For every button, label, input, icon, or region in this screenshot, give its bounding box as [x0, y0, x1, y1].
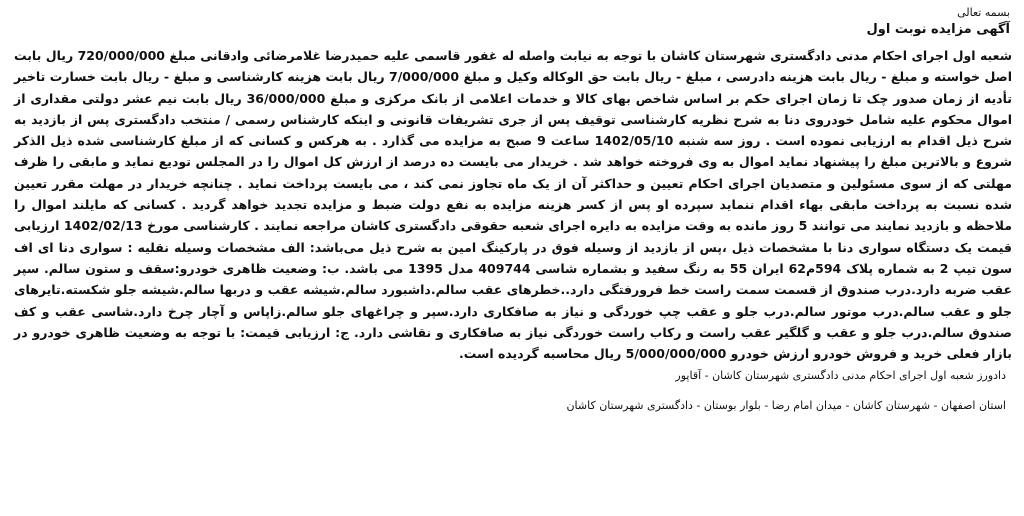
signature-line: دادورز شعبه اول اجرای احکام مدنی دادگستری شهرستان کاشان - آقاپور — [675, 369, 1006, 383]
notice-header — [8, 6, 1016, 39]
address-line: استان اصفهان - شهرستان کاشان - میدان امام رضا - بلوار بوستان - دادگستری شهرستان کاشان — [566, 399, 1006, 413]
notice-title: آگهی مزایده نوبت اول — [866, 22, 1010, 37]
notice-footer — [8, 368, 1016, 414]
notice-paragraph: شعبه اول اجرای احکام مدنی دادگستری شهرستان کاشان با توجه به نیابت واصله له غفور قاسمی علیه حمیدرضا غلامرضائی وادقانی مبلغ 720/000/000 ریال بابت اصل خواسته و مبلغ - ریال بابت هزینه دادرسی ، مبلغ - ریال بابت حق الوکاله وکیل و مبلغ 7/000/000 ریال بابت هزینه کارشناسی و مبلغ - ریال بابت خسارت تاخیر تأدیه از زمان صدور چک تا زمان اجرای حکم بر اساس شاخص بهای کالا و خدمات اعلامی از بانک مرکزی و مبلغ 36/000/000 ریال بابت نیم عشر دولتی مقداری از اموال محکوم علیه شامل خودروی دنا به شرح نظریه کارشناسی توقیف پس از جری تشریفات قانونی و اینکه کارشناس رسمی / منتخب دادگستری پس از بازدید به شرح ذیل اقدام به ارزیابی نموده است . روز سه شنبه 1402/05/10 ساعت 9 صبح به مزایده می گذارد . به هرکس و کسانی که از مبلغ کارشناسی شده ذیل الذکر شروع و بالاترین مبلغ را پیشنهاد نماید اموال به وی فروخته خواهد شد . خریدار می بایست ده درصد از ارزش کل اموال را در المجلس تودیع نماید و مابقی را ظرف مهلتی که از سوی مسئولین و متصدیان اجرای احکام تعیین و حداکثر آن از یک ماه تجاوز نمی کند ، می بایست پرداخت نماید . چنانچه خریدار در مهلت مقرر تعیین شده نسبت به پرداخت مابقی بهاء اقدام ننماید سپرده او پس از کسر هزینه مزایده به نفع دولت ضبط و مزایده تجدید خواهد گردید . کسانی که مایلند اموال را ملاحظه و بازدید نمایند می توانند 5 روز مانده به وقت مزایده به دایره اجرای شعبه حقوقی دادگستری کاشان مراجعه نمایند . کارشناسی مورخ 1402/02/13 ارزیابی قیمت یک دستگاه سواری دنا با مشخصات ذیل ،پس از بازدید از وسیله فوق در پارکینگ امین به شرح ذیل می‌باشد: الف مشخصات وسیله نقلیه : سواری دنا ای اف سون تیپ 2 به شماره پلاک 594م62 ایران 55 به رنگ سفید و بشماره شاسی 409744 مدل 1395 می باشد. ب: وضعیت ظاهری خودرو:سقف و ستون سالم. سپر عقب ضربه دارد.درب صندوق از قسمت سمت راست خط فرورفتگی دارد..خطرهای عقب سالم.داشبورد سالم.شیشه عقب و دربها سالم.شیشه جلو شکسته.تایرهای جلو و عقب سالم.درب موتور سالم.درب جلو و عقب چپ خوردگی و نیاز به صافکاری دارد.سپر و چراغهای جلو سالم.زاپاس و آچار چرخ دارد.شاسی عقب و کف صندوق سالم.درب جلو و عقب و گلگیر عقب راست و رکاب راست خوردگی نیاز به صافکاری و نقاشی دارد. ج: ارزیابی قیمت: با توجه به وضعیت ظاهری خودرو در بازار فعلی خرید و فروش خودرو ارزش خودرو 5/000/000/000 ریال محاسبه گردیده است. — [14, 48, 1013, 362]
notice-body — [8, 45, 1016, 364]
basmala-heading: بسمه تعالی — [957, 6, 1010, 19]
